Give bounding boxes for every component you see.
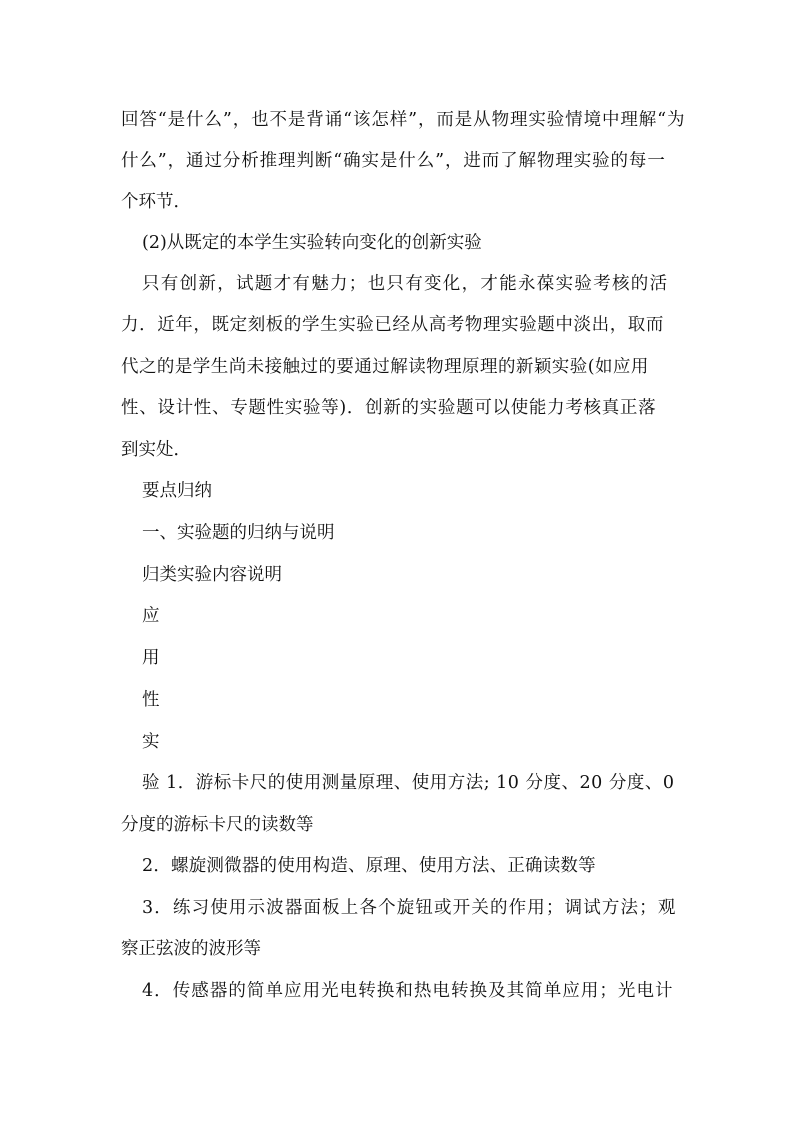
paragraph-line: 什么”，通过分析推理判断“确实是什么”，进而了解物理实验的每一 [121,151,666,171]
list-item: 4．传感器的简单应用光电转换和热电转换及其简单应用；光电计 [142,981,674,1001]
section-heading: 一、实验题的归纳与说明 [142,523,335,543]
list-item: 2．螺旋测微器的使用构造、原理、使用方法、正确读数等 [142,856,596,876]
paragraph-line: 代之的是学生尚未接触过的要通过解读物理原理的新颖实验(如应用 [121,357,649,377]
table-header: 归类实验内容说明 [142,565,282,585]
section-heading: (2)从既定的本学生实验转向变化的创新实验 [142,233,482,253]
paragraph-line: 个环节． [121,192,191,212]
section-heading: 要点归纳 [142,481,212,501]
category-char: 用 [142,648,160,668]
paragraph-line: 性、设计性、专题性实验等)．创新的实验题可以使能力考核真正落 [121,398,657,418]
list-item: 分度的游标卡尺的读数等 [121,815,314,835]
paragraph-line: 只有创新，试题才有魅力；也只有变化，才能永葆实验考核的活 [142,274,669,294]
category-char: 应 [142,606,160,626]
category-char: 性 [142,690,160,710]
paragraph-line: 回答“是什么”，也不是背诵“该怎样”，而是从物理实验情境中理解“为 [121,110,686,130]
list-item: 3．练习使用示波器面板上各个旋钮或开关的作用；调试方法；观 [142,898,677,918]
category-char: 实 [142,732,160,752]
list-item: 验 1．游标卡尺的使用测量原理、使用方法; 10 分度、20 分度、0 [142,773,675,793]
paragraph-line: 力．近年，既定刻板的学生实验已经从高考物理实验题中淡出，取而 [121,315,664,335]
list-item: 察正弦波的波形等 [121,939,261,959]
paragraph-line: 到实处． [121,440,191,460]
